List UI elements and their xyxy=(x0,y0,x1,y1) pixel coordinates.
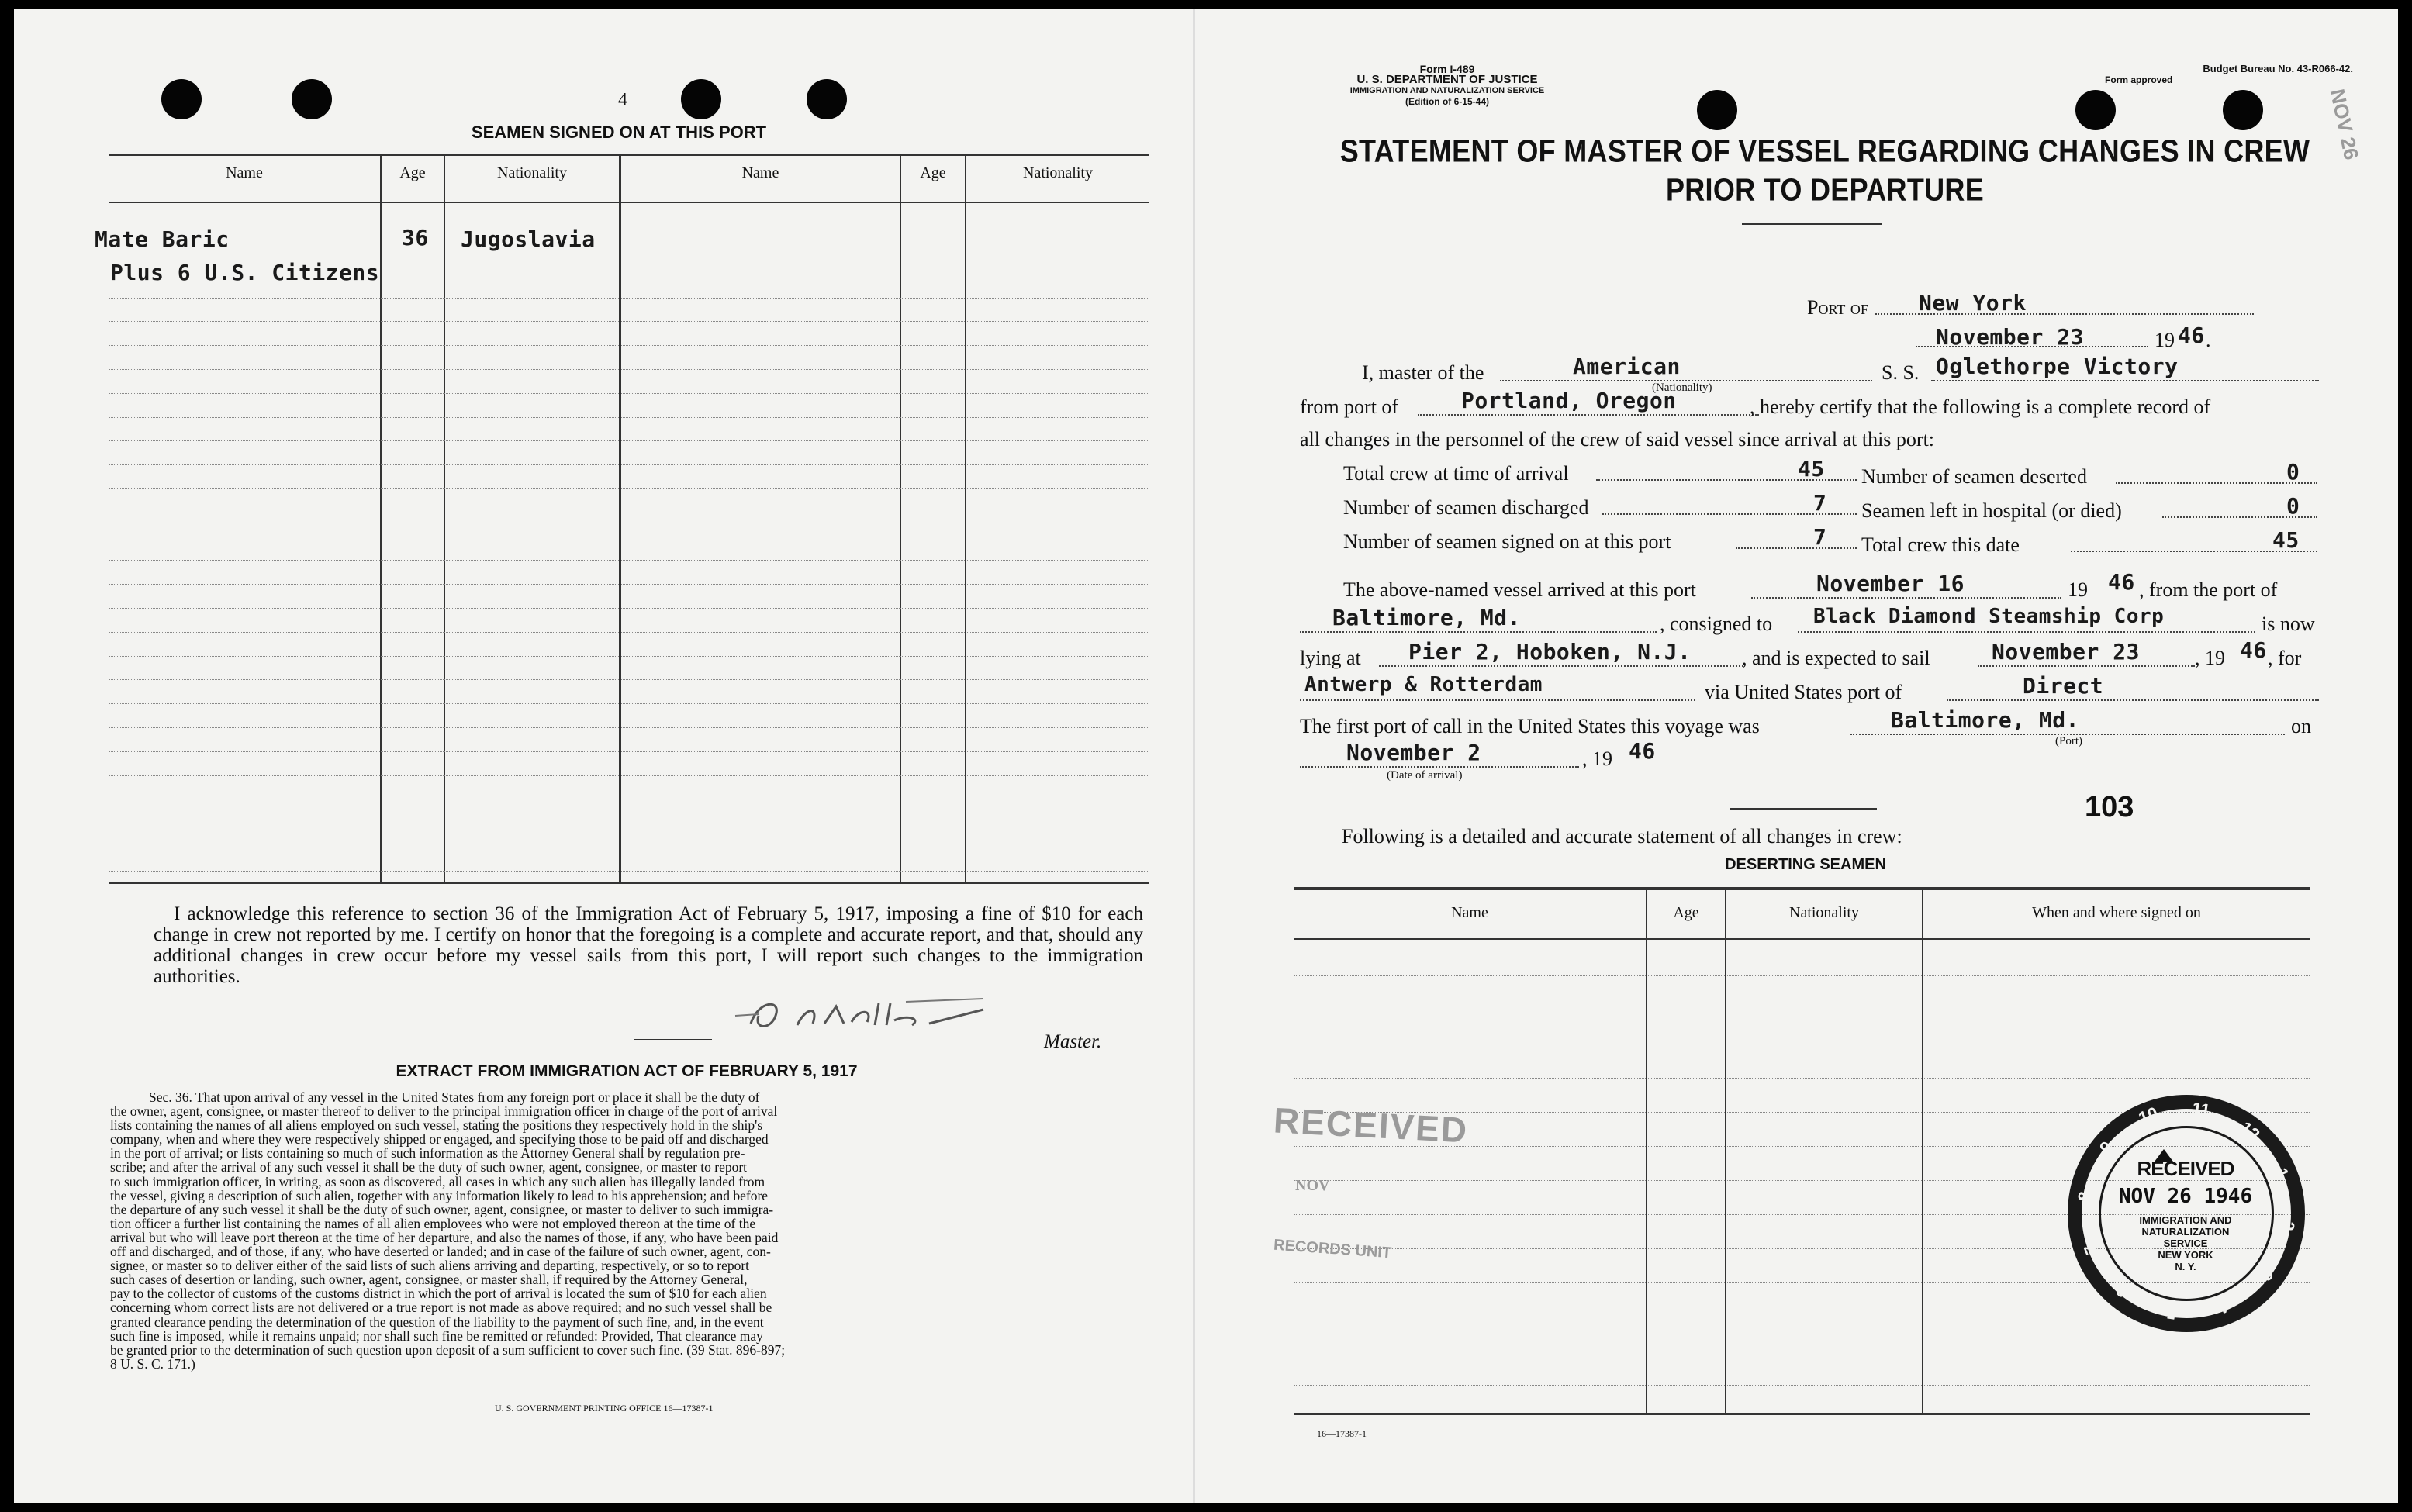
punch-hole xyxy=(2075,90,2116,130)
arrived-underline xyxy=(1751,597,2061,599)
via-label: via United States port of xyxy=(1705,681,1902,703)
table-top-rule xyxy=(109,154,1149,156)
page-fold xyxy=(1193,9,1195,1503)
stamp-ring-number: 5 xyxy=(2165,1302,2178,1324)
stamp-ring-number: 7 xyxy=(2079,1241,2102,1258)
stamp-line: IMMIGRATION AND xyxy=(2139,1214,2232,1226)
stamp-ring-number: 1 xyxy=(2271,1165,2293,1182)
form-title-line1: STATEMENT OF MASTER OF VESSEL REGARDING CHANGES IN CREW xyxy=(1339,133,2310,169)
extract-line: scribe; and after the arrival of any such vessel it shall be the duty of such owner, agent, consignee, or master to report xyxy=(110,1159,748,1175)
extract-line: concerning whom correct lists are not delivered or a true report is not made as above required; and no such vessel shall be xyxy=(110,1300,772,1316)
destination-underline xyxy=(1300,699,1695,701)
signature-line xyxy=(634,1039,712,1040)
expected-label: , and is expected to sail xyxy=(1742,647,1930,669)
following-text: Following is a detailed and accurate statement of all changes in crew: xyxy=(1342,825,1902,847)
row-rule xyxy=(1294,1078,2310,1079)
is-now-label: is now xyxy=(2262,613,2315,635)
via-port: Direct xyxy=(2023,673,2104,699)
master-of-label: I, master of the xyxy=(1362,361,1484,384)
row-rule xyxy=(109,560,1149,561)
margin-stamp: NOV 26 xyxy=(2325,87,2364,162)
first-arrival-date: November 2 xyxy=(1346,740,1481,765)
certify-text: , hereby certify that the following is a complete record of xyxy=(1750,395,2211,418)
printer-line: U. S. GOVERNMENT PRINTING OFFICE 16—17387-1 xyxy=(495,1403,714,1414)
sail-date: November 23 xyxy=(1992,639,2140,665)
destination: Antwerp & Rotterdam xyxy=(1304,673,1543,696)
from-the-port-label: , from the port of xyxy=(2139,578,2278,601)
received-stamp-inner-ring xyxy=(2099,1126,2274,1301)
extract-line: the departure of any such vessel it shall be the duty of such owner, agent, consignee, or master to deliver to such immigra- xyxy=(110,1201,774,1217)
page-number: 4 xyxy=(618,90,627,110)
from-port-underline xyxy=(1418,414,1759,416)
col-header-nationality: Nationality xyxy=(1023,164,1093,181)
stat-value: 45 xyxy=(2272,527,2300,553)
arrived-date: November 16 xyxy=(1816,571,1965,596)
on-label: on xyxy=(2291,715,2311,737)
col-divider xyxy=(1646,889,1647,1413)
table-header-rule xyxy=(1294,938,2310,940)
row-rule xyxy=(109,679,1149,680)
ship-underline xyxy=(1931,380,2319,381)
stamp-line: SERVICE xyxy=(2163,1238,2208,1249)
row-rule xyxy=(109,727,1149,728)
extract-line: signee, or master so to deliver either of the said lists of such aliens arriving and departing, respectively, or so to report xyxy=(110,1258,750,1274)
row-rule xyxy=(109,345,1149,346)
stat-leader xyxy=(1736,547,1857,549)
acknowledgment-text: I acknowledge this reference to section 36 of the Immigration Act of February 5, 1917, imposing a fine of $10 for each change in crew not reported by me. I certify on honor that the foregoing is a complete and accurate report, and that, should any additional changes in crew occur before my vessel sails from this port, I will report such changes to the immigration authorities. xyxy=(154,903,1143,987)
row-rule xyxy=(1294,1385,2310,1386)
budget-header xyxy=(2074,64,2353,85)
first-century: , 19 xyxy=(1582,747,1612,770)
extract-line: such cases of desertion or landing, such owner, agent, consignee, or master shall, if required by the Attorney General, xyxy=(110,1272,748,1288)
stamp-line: N. Y. xyxy=(2175,1261,2196,1272)
row-rule xyxy=(109,632,1149,633)
section-rule xyxy=(1730,808,1877,810)
via-underline xyxy=(1947,699,2319,701)
date-arrival-caption: (Date of arrival) xyxy=(1387,769,1463,782)
extract-line: 8 U. S. C. 171.) xyxy=(110,1355,195,1372)
certify-text-2: all changes in the personnel of the crew of said vessel since arrival at this port: xyxy=(1300,428,1935,450)
row-rule xyxy=(109,871,1149,872)
stamp-date: NOV 26 1946 xyxy=(2118,1185,2253,1208)
nationality-caption: (Nationality) xyxy=(1652,381,1712,394)
extract-line: such fine is imposed, while it remains unpaid; nor shall such fine be remitted or refunded: Provided, That clearance may xyxy=(110,1327,763,1344)
stat-label: Number of seamen discharged xyxy=(1343,496,1589,519)
pier-location: Pier 2, Hoboken, N.J. xyxy=(1408,639,1692,665)
budget-number: Budget Bureau No. 43-R066-42. xyxy=(2203,63,2353,74)
for-label: , for xyxy=(2268,647,2302,669)
arrived-year: 46 xyxy=(2108,569,2135,595)
arrived-label: The above-named vessel arrived at this port xyxy=(1343,578,1696,601)
date-year: 46 xyxy=(2178,323,2205,348)
table-header-rule xyxy=(109,202,1149,203)
col-header-name: Name xyxy=(741,164,779,181)
extract-line: arrival but who will leave port thereon at the time of her departure, and also the names of those, if any, who have been paid xyxy=(110,1229,779,1245)
stat-value: 7 xyxy=(1813,524,1827,550)
col-header-nationality: Nationality xyxy=(497,164,567,181)
punch-hole xyxy=(161,79,202,119)
file-number: 103 xyxy=(2085,791,2134,823)
consignee: Black Diamond Steamship Corp xyxy=(1813,605,2165,628)
punch-hole xyxy=(807,79,847,119)
stat-label: Total crew this date xyxy=(1861,533,2020,556)
col-header-age: Age xyxy=(1673,904,1699,921)
stat-label: Number of seamen deserted xyxy=(1861,465,2087,488)
pier-underline xyxy=(1379,665,1743,667)
punch-hole xyxy=(1697,90,1737,130)
extract-line: Sec. 36. That upon arrival of any vessel in the United States from any foreign port or place it shall be the duty of xyxy=(149,1089,760,1105)
row-rule xyxy=(109,393,1149,394)
stamp-ring-number: 12 xyxy=(2236,1117,2264,1144)
table-bottom-rule xyxy=(1294,1413,2310,1415)
first-port-label: The first port of call in the United States this voyage was xyxy=(1300,715,1760,737)
stamp-ring-number: 9 xyxy=(2095,1137,2117,1158)
row-rule xyxy=(109,751,1149,752)
stamp-office xyxy=(2108,1214,2263,1272)
port-caption: (Port) xyxy=(2055,735,2082,747)
seaman-name: Mate Baric xyxy=(95,226,230,252)
stamp-received-label: RECEIVED xyxy=(2137,1157,2234,1180)
col-header-nationality: Nationality xyxy=(1789,904,1859,921)
stamp-ring-number: 6 xyxy=(2113,1281,2133,1303)
master-label: Master. xyxy=(1044,1031,1102,1052)
form-number: Form I-489 xyxy=(1419,63,1475,75)
extract-line: granted clearance pending the determination of the question of the liability to the payment of such fine, and, in the event xyxy=(110,1314,764,1330)
prev-port-underline xyxy=(1300,631,1657,633)
stamp-ring-number: 3 xyxy=(2256,1265,2278,1285)
row-rule xyxy=(109,775,1149,776)
service: IMMIGRATION AND NATURALIZATION SERVICE xyxy=(1349,86,1545,95)
consigned-label: , consigned to xyxy=(1660,613,1773,635)
sail-underline xyxy=(1978,665,2195,667)
faint-stamp-received: RECEIVED xyxy=(1272,1099,1470,1151)
extract-text xyxy=(110,1090,1146,1371)
stat-label: Number of seamen signed on at this port xyxy=(1343,530,1671,553)
col-header-age: Age xyxy=(920,164,946,181)
printer-line: 16—17387-1 xyxy=(1317,1428,1367,1439)
col-header-name: Name xyxy=(1451,904,1488,921)
port-label: Port of xyxy=(1807,296,1868,319)
extract-line: tion officer a further list containing the names of all alien employees who were not employed thereon at the time of the xyxy=(110,1215,756,1231)
from-port-value: Portland, Oregon xyxy=(1461,388,1677,413)
col-divider xyxy=(1725,889,1726,1413)
extract-line: company, when and where they were respectively shipped or engaged, and specifying those to be paid off and discharged xyxy=(110,1131,769,1148)
first-date-underline xyxy=(1300,766,1579,768)
stat-value: 0 xyxy=(2286,493,2300,519)
stamp-ring-number: 2 xyxy=(2277,1220,2299,1233)
table-title: SEAMEN SIGNED ON AT THIS PORT xyxy=(471,123,767,142)
deserting-title: DESERTING SEAMEN xyxy=(1725,856,1886,873)
seaman-nationality: Jugoslavia xyxy=(461,226,596,252)
extract-line: to such immigration officer, in writing, as soon as discovered, all cases in which any such alien has illegally landed from xyxy=(110,1173,765,1189)
seaman-age: 36 xyxy=(402,225,429,250)
row-rule xyxy=(109,321,1149,322)
row-rule xyxy=(109,440,1149,441)
extract-line: lists containing the names of all aliens employed on such vessel, stating the positions they respectively hold in the ship's xyxy=(110,1117,763,1134)
col-divider xyxy=(1922,889,1923,1413)
department: U. S. DEPARTMENT OF JUSTICE xyxy=(1356,73,1538,86)
col-header-age: Age xyxy=(399,164,426,181)
row-rule xyxy=(1294,975,2310,976)
form-approved: Form approved xyxy=(2105,74,2173,85)
stamp-ring-number: 4 xyxy=(2216,1296,2233,1318)
port-value: New York xyxy=(1919,290,2027,316)
faint-stamp-month: NOV xyxy=(1295,1177,1330,1194)
punch-hole xyxy=(2223,90,2263,130)
row-rule xyxy=(109,464,1149,465)
row-rule xyxy=(109,298,1149,299)
row-rule xyxy=(109,369,1149,370)
arrived-century: 19 xyxy=(2068,578,2088,601)
row-rule xyxy=(109,656,1149,657)
row-rule xyxy=(109,488,1149,489)
stamp-line: NEW YORK xyxy=(2158,1249,2213,1261)
row-rule xyxy=(109,584,1149,585)
stamp-ring-number: 10 xyxy=(2136,1103,2161,1128)
stat-label: Seamen left in hospital (or died) xyxy=(1861,499,2122,522)
first-year: 46 xyxy=(1629,738,1656,764)
faint-stamp-unit: RECORDS UNIT xyxy=(1273,1236,1392,1262)
punch-hole xyxy=(681,79,721,119)
stat-value: 7 xyxy=(1813,490,1827,516)
stamp-ring-number: 11 xyxy=(2191,1098,2212,1120)
row-rule xyxy=(109,703,1149,704)
from-port-label: from port of xyxy=(1300,395,1399,418)
extract-title: EXTRACT FROM IMMIGRATION ACT OF FEBRUARY 5, 1917 xyxy=(396,1062,858,1080)
stat-value: 45 xyxy=(1798,456,1825,482)
prev-port: Baltimore, Md. xyxy=(1332,605,1522,630)
stamp-line: NATURALIZATION xyxy=(2141,1226,2230,1238)
ship-name: Oglethorpe Victory xyxy=(1936,354,2179,379)
ss-label: S. S. xyxy=(1882,361,1920,384)
extract-line: the vessel, giving a description of such alien, together with any information likely to lead to his apprehension; and before xyxy=(110,1187,769,1203)
master-signature xyxy=(727,992,991,1037)
row-rule xyxy=(109,608,1149,609)
punch-hole xyxy=(292,79,332,119)
date-month-day: November 23 xyxy=(1936,324,2084,350)
first-port: Baltimore, Md. xyxy=(1891,707,2080,733)
row-rule xyxy=(109,417,1149,418)
table-bottom-rule xyxy=(109,882,1149,884)
sail-century: , 19 xyxy=(2195,647,2225,669)
stat-value: 0 xyxy=(2286,459,2300,485)
stat-label: Total crew at time of arrival xyxy=(1343,462,1569,485)
extract-line: off and discharged, and of those, if any, who have deserted or landed; and in case of the failure of such owner, agent, con- xyxy=(110,1244,771,1260)
consignee-underline xyxy=(1798,631,2255,633)
stamp-ring-number: 8 xyxy=(2074,1189,2096,1203)
title-rule xyxy=(1742,223,1882,225)
extract-line: in the port of arrival; or lists containing so much of such information as the Attorney General shall by regulation pre- xyxy=(110,1145,745,1162)
col-header-signed-on: When and where signed on xyxy=(2032,904,2201,921)
form-header xyxy=(1308,64,1587,107)
sail-year: 46 xyxy=(2240,637,2267,663)
extract-line: be granted prior to the determination of such question upon deposit of a sum sufficient to cover such fine. (39 Stat. 896-897; xyxy=(110,1341,786,1358)
col-header-name: Name xyxy=(226,164,263,181)
nationality-value: American xyxy=(1573,354,1681,379)
extract-line: pay to the collector of customs of the customs district in which the port of arrival is located the sum of $10 for each alien xyxy=(110,1286,767,1302)
date-century: 19 xyxy=(2155,329,2175,351)
form-title-line2: PRIOR TO DEPARTURE xyxy=(1665,171,1985,208)
edition: (Edition of 6-15-44) xyxy=(1405,96,1489,107)
lying-label: lying at xyxy=(1300,647,1361,669)
seaman-name: Plus 6 U.S. Citizens xyxy=(110,260,380,285)
table-top-rule xyxy=(1294,887,2310,890)
date-period: . xyxy=(2206,329,2211,351)
extract-line: the owner, agent, consignee, or master thereof to deliver to the principal immigration officer in charge of the port of arrival xyxy=(110,1103,778,1120)
document-paper xyxy=(14,9,2398,1503)
